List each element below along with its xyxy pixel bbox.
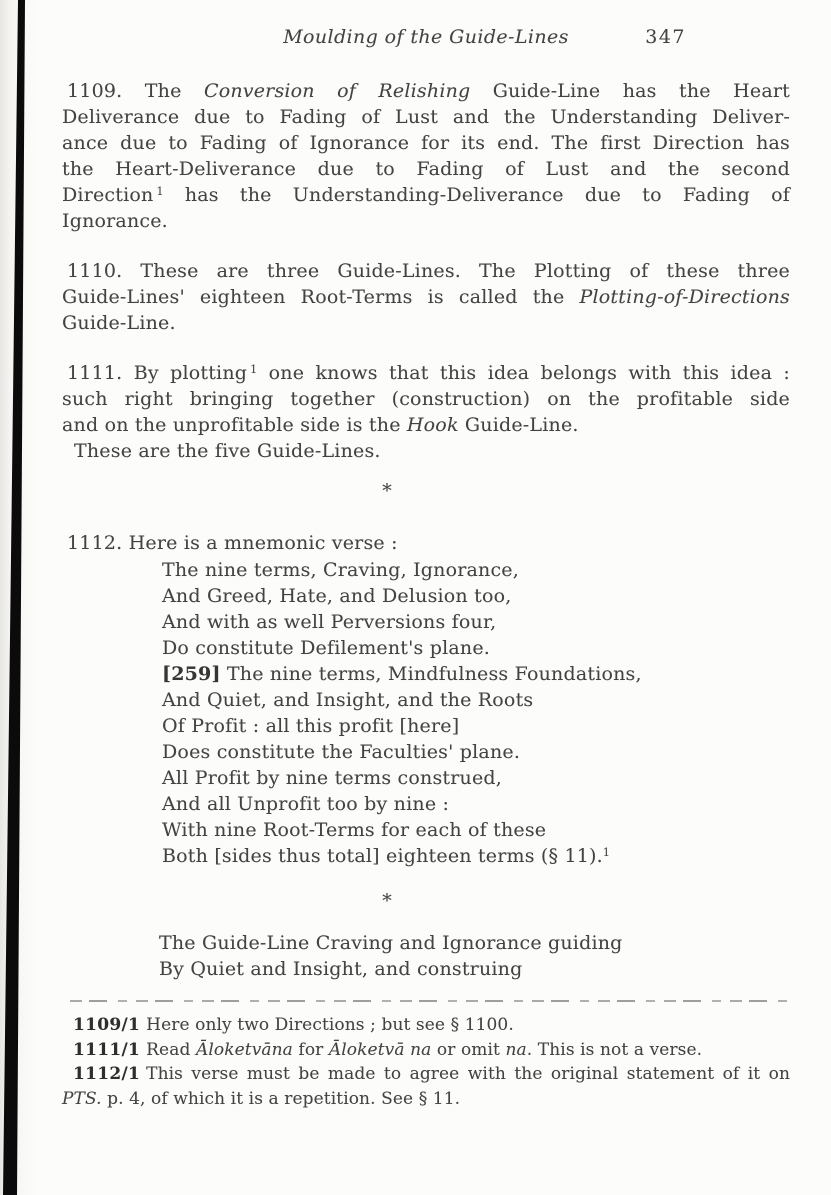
verse-line: By Quiet and Insight, and construing <box>159 958 523 980</box>
text-run: Guide-Lines' eighteen Root-Terms is called the <box>62 286 580 308</box>
text-line <box>62 1062 790 1087</box>
page-break-marker: [259] <box>162 663 221 685</box>
section-separator-asterisk: * <box>382 480 392 502</box>
text-line: Deliverance due to Fading of Lust and the Understanding Deliver- <box>62 106 790 128</box>
verse-line: And Quiet, and Insight, and the Roots <box>162 689 534 711</box>
text-line <box>62 412 790 438</box>
verse-line: And with as well Perversions four, <box>162 611 497 633</box>
text-line: These are the five Guide-Lines. <box>74 440 381 462</box>
italic-run: Āloketvā na <box>328 1039 432 1060</box>
text-run: and on the unprofitable side is the <box>62 414 407 436</box>
italic-run: na <box>505 1039 527 1060</box>
footnote-label: 1112/1 <box>73 1064 141 1084</box>
italic-run: Āloketvāna <box>195 1039 293 1060</box>
paragraph-1110 <box>62 258 790 336</box>
verse-line: And Greed, Hate, and Delusion too, <box>162 585 512 607</box>
verse-line <box>162 843 790 869</box>
text-run: This verse must be made to agree with the original statement of it on <box>146 1064 790 1084</box>
text-run: has the Understanding-Deliverance due to Fading of <box>163 184 790 206</box>
section-separator-asterisk: * <box>382 890 392 912</box>
text-line: the Heart-Deliverance due to Fading of Lust and the second <box>62 158 790 180</box>
text-run: or omit <box>431 1039 506 1060</box>
text-run: Read <box>146 1039 196 1060</box>
text-run: one knows that this idea belongs with this idea : <box>257 362 790 384</box>
italic-run: Plotting-of-Directions <box>579 286 790 308</box>
footnote-1109-1 <box>62 1013 790 1038</box>
text-run: Here only two Directions ; but see § 1100. <box>146 1015 514 1035</box>
footnote-marker: 1 <box>602 846 611 859</box>
page-number: 347 <box>645 26 686 48</box>
paragraph-1112-intro: 1112. Here is a mnemonic verse : <box>67 532 398 554</box>
paragraph-1109 <box>62 78 790 234</box>
text-run: Guide-Line. <box>458 414 579 436</box>
text-run: 1111. By plotting <box>67 362 248 384</box>
text-run: p. 4, of which it is a repetition. See § 11. <box>101 1088 461 1109</box>
closing-verse <box>159 930 790 982</box>
running-header <box>62 24 790 50</box>
footnote-separator <box>70 1000 788 1002</box>
footnote-label: 1111/1 <box>73 1039 141 1060</box>
footnote-1111-1 <box>62 1038 790 1063</box>
text-run: Direction <box>62 184 154 206</box>
text-line: Guide-Line. <box>62 312 176 334</box>
verse-line: All Profit by nine terms construed, <box>162 767 503 789</box>
text-line: such right bringing together (construction) on the profitable side <box>62 388 790 410</box>
verse-line: Of Profit : all this profit [here] <box>162 715 460 737</box>
text-run: The nine terms, Mindfulness Foundations, <box>220 663 642 685</box>
verse-line: And all Unprofit too by nine : <box>162 793 450 815</box>
text-line: 1110. These are three Guide-Lines. The Plotting of these three <box>67 260 790 282</box>
book-spine-shadow <box>0 0 34 1195</box>
verse-line: Do constitute Defilement's plane. <box>162 637 491 659</box>
page-content <box>62 24 790 1111</box>
text-line <box>62 1087 790 1112</box>
footnote-marker: 1 <box>156 185 164 198</box>
text-run: Both [sides thus total] eighteen terms (§ 11). <box>162 845 603 867</box>
text-line <box>62 360 790 386</box>
footnotes <box>62 1013 790 1111</box>
running-header-title: Moulding of the Guide-Lines <box>283 26 569 48</box>
text-line: ance due to Fading of Ignorance for its end. The first Direction has <box>62 132 790 154</box>
italic-run: PTS. <box>62 1088 102 1109</box>
text-line <box>62 78 790 104</box>
verse-line: Does constitute the Faculties' plane. <box>162 741 521 763</box>
text-line: Ignorance. <box>62 210 168 232</box>
text-line <box>62 284 790 310</box>
mnemonic-verse <box>162 557 790 869</box>
paragraph-1111 <box>62 360 790 464</box>
italic-run: Conversion of Relishing <box>203 80 471 102</box>
verse-line: The Guide-Line Craving and Ignorance guiding <box>159 932 623 954</box>
text-run: for <box>292 1039 329 1060</box>
verse-line <box>162 661 790 687</box>
footnote-label: 1109/1 <box>73 1015 141 1035</box>
text-run: 1109. The <box>67 80 204 102</box>
text-line <box>62 182 790 208</box>
footnote-1112-1 <box>62 1062 790 1111</box>
text-run: . This is not a verse. <box>526 1039 703 1060</box>
text-run: Guide-Line has the Heart <box>470 80 790 102</box>
footnote-marker: 1 <box>250 363 258 376</box>
verse-line: The nine terms, Craving, Ignorance, <box>162 559 519 581</box>
italic-run: Hook <box>406 414 459 436</box>
verse-line: With nine Root-Terms for each of these <box>162 819 547 841</box>
